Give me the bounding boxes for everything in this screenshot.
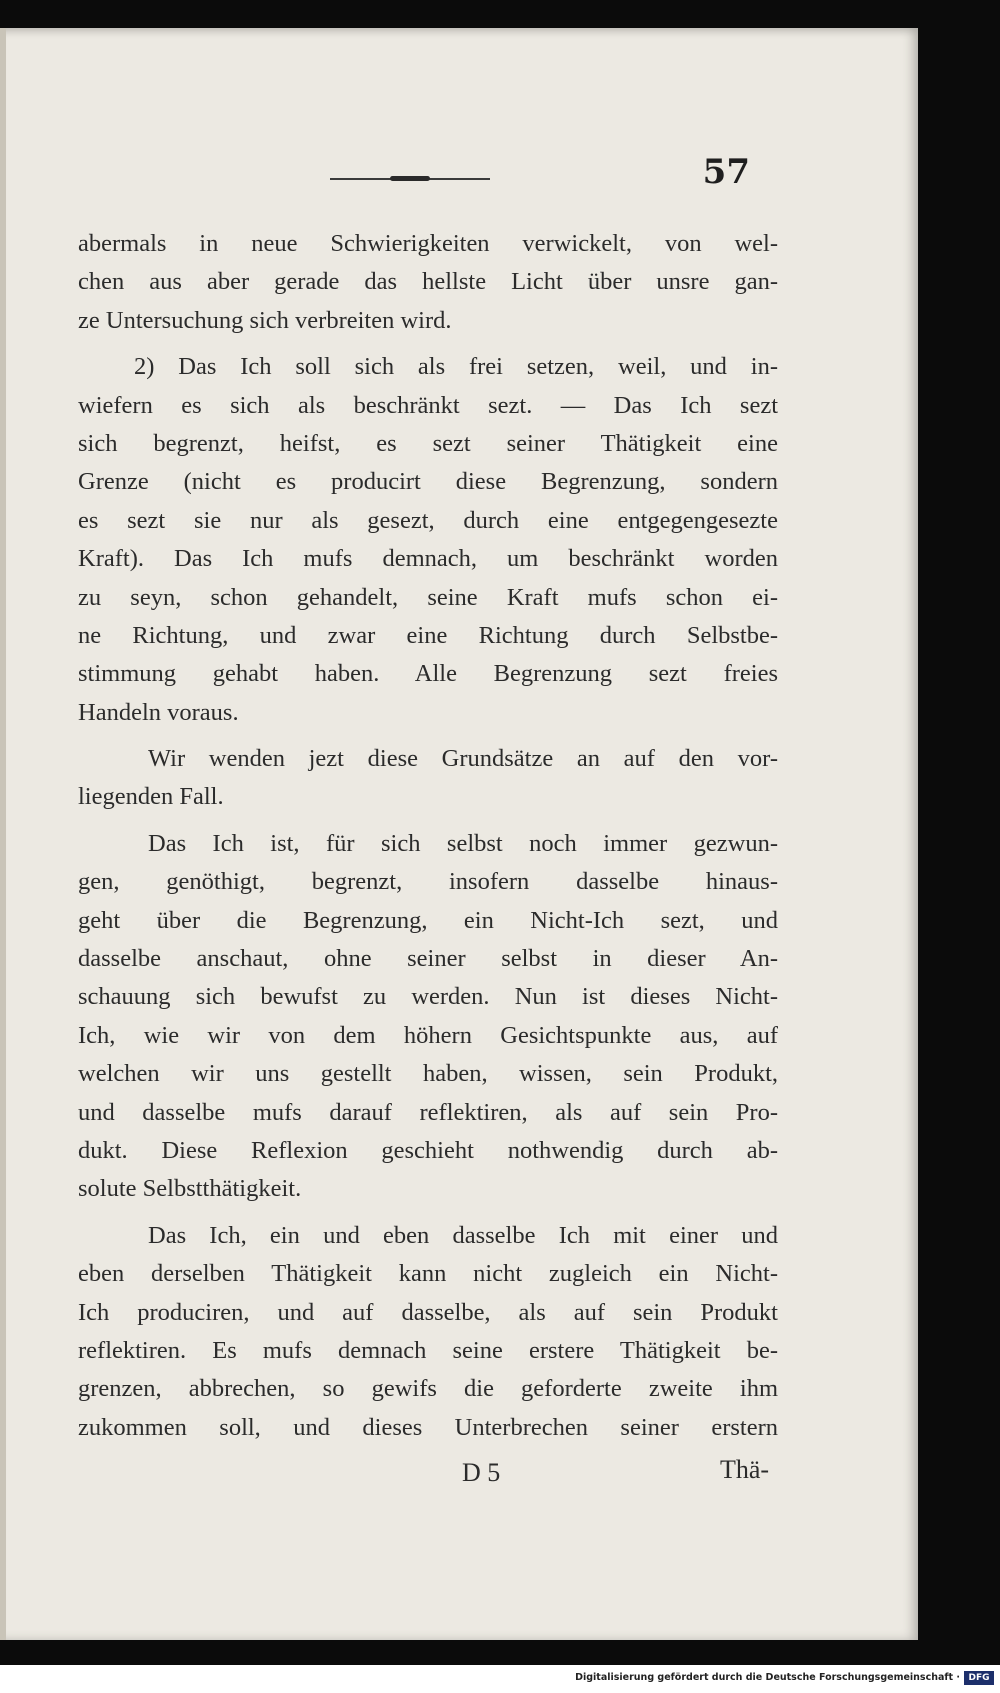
dfg-logo-icon: DFG [964,1671,994,1685]
page-header [330,140,750,210]
text-line: welchen wir uns gestellt haben, wissen, sein Produkt, [78,1060,778,1088]
text-line: zu seyn, schon gehandelt, seine Kraft mufs schon ei- [78,583,778,611]
text-line: dukt. Diese Reflexion geschieht nothwendig durch ab- [78,1136,778,1164]
text-line: Ich produciren, und auf dasselbe, als auf sein Produkt [78,1298,778,1326]
text-line: Wir wenden jezt diese Grundsätze an auf den vor- [148,745,778,773]
text-line: es sezt sie nur als gesezt, durch eine entgegengesezte [78,506,778,534]
text-line: schauung sich bewufst zu werden. Nun ist dieses Nicht- [78,983,778,1011]
text-line: ze Untersuchung sich verbreiten wird. [78,306,452,334]
text-line: reflektiren. Es mufs demnach seine erstere Thätigkeit be- [78,1336,778,1364]
text-line: dasselbe anschaut, ohne seiner selbst in dieser An- [78,945,778,973]
text-line: Grenze (nicht es producirt diese Begrenzung, sondern [78,468,778,496]
text-line: chen aus aber gerade das hellste Licht über unsre gan- [78,268,778,296]
text-line: stimmung gehabt haben. Alle Begrenzung sezt freies [78,660,778,688]
signature-mark: D 5 [462,1458,501,1487]
page-edge [0,28,6,1640]
text-line: Das Ich, ein und eben dasselbe Ich mit einer und [148,1221,778,1249]
text-line: Handeln voraus. [78,698,239,726]
text-line: Das Ich ist, für sich selbst noch immer gezwun- [148,829,778,857]
text-line: wiefern es sich als beschränkt sezt. — Das Ich sezt [78,391,778,419]
text-line: abermals in neue Schwierigkeiten verwickelt, von wel- [78,230,778,257]
credit-text: Digitalisierung gefördert durch die Deutsche Forschungsgemeinschaft · [575,1672,960,1683]
text-line: grenzen, abbrechen, so gewifs die geforderte zweite ihm [78,1375,778,1403]
text-line: solute Selbstthätigkeit. [78,1175,302,1203]
body-text [78,225,778,1447]
text-line: geht über die Begrenzung, ein Nicht-Ich sezt, und [78,906,778,934]
text-line: Kraft). Das Ich mufs demnach, um beschränkt worden [78,545,778,573]
catchword: Thä- [720,1455,770,1484]
page-number: 57 [702,152,750,192]
text-line: zukommen soll, und dieses Unterbrechen seiner erstern [78,1413,778,1441]
text-line: Ich, wie wir von dem höhern Gesichtspunkte aus, auf [78,1021,778,1049]
text-line: und dasselbe mufs darauf reflektiren, als auf sein Pro- [78,1098,778,1126]
credit-bar [0,1665,1000,1693]
text-line: eben derselben Thätigkeit kann nicht zugleich ein Nicht- [78,1260,778,1288]
text-line: gen, genöthigt, begrenzt, insofern dasselbe hinaus- [78,868,778,896]
text-line: ne Richtung, und zwar eine Richtung durch Selbstbe- [78,621,778,649]
text-line: sich begrenzt, heifst, es sezt seiner Thätigkeit eine [78,429,778,457]
ornamental-rule [330,178,490,180]
text-line: 2) Das Ich soll sich als frei setzen, weil, und in- [134,353,778,381]
text-line: liegenden Fall. [78,783,224,811]
